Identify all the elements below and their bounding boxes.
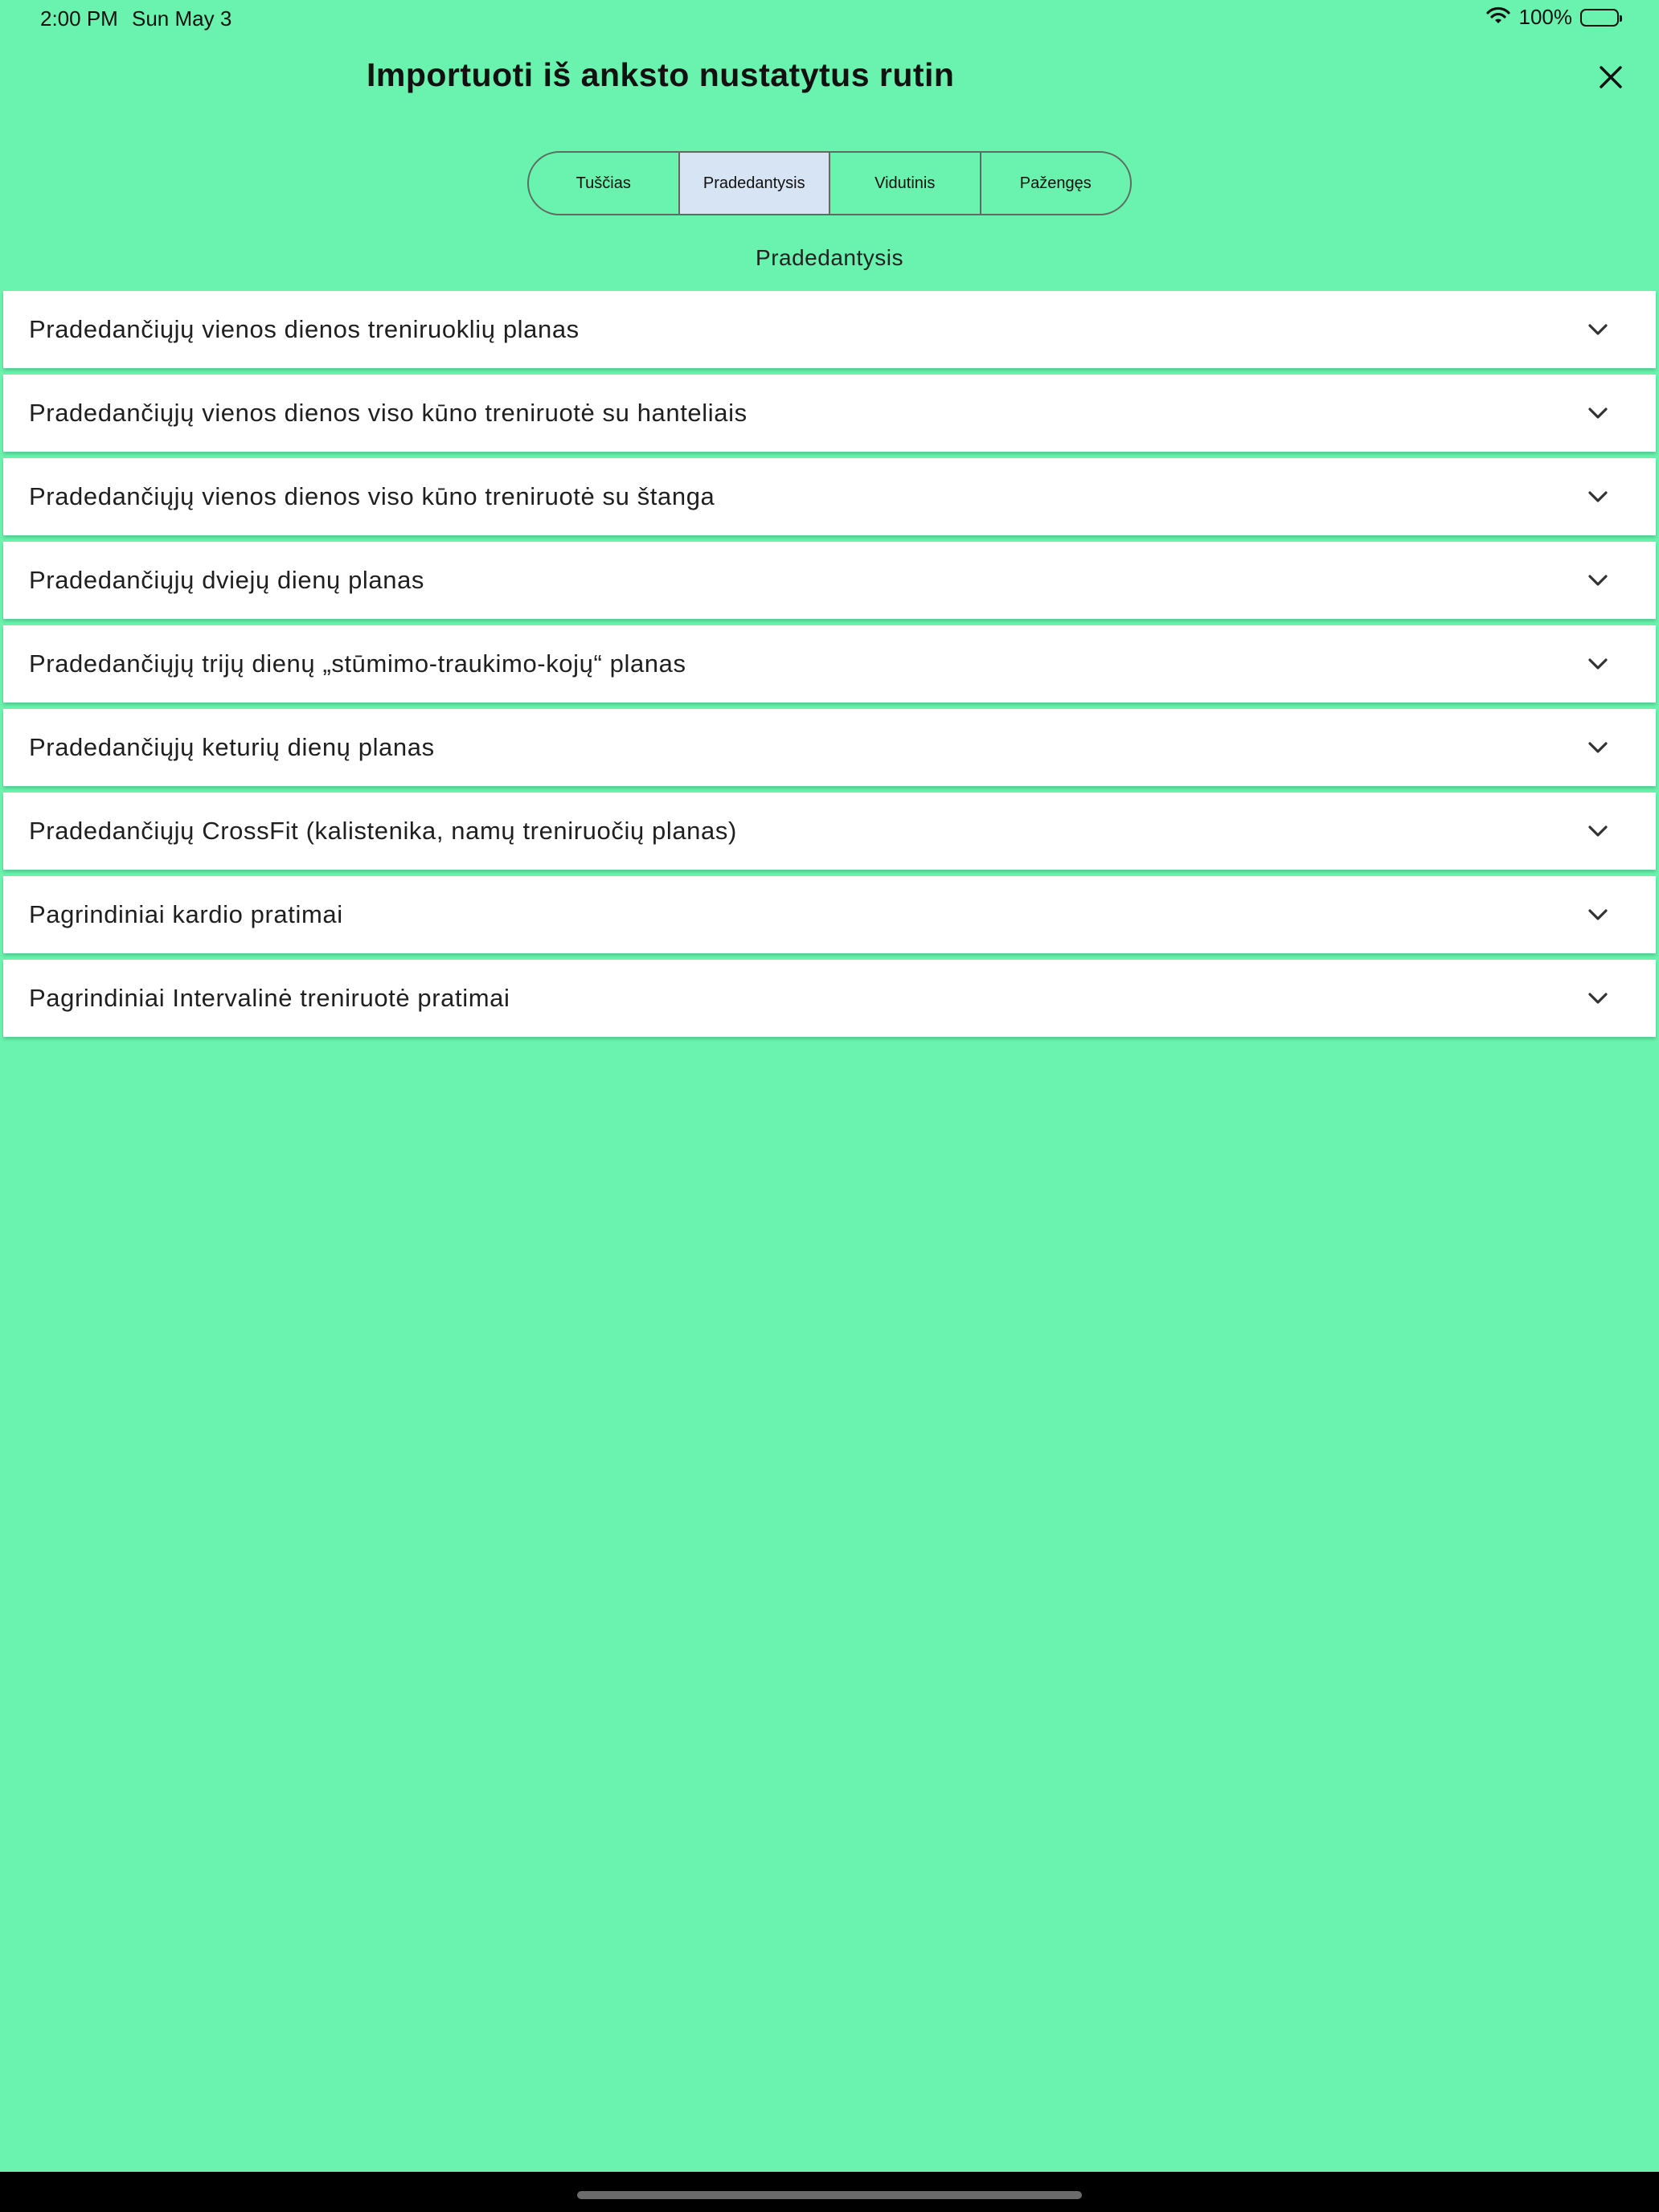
- chevron-down-icon[interactable]: [1582, 731, 1614, 764]
- list-item[interactable]: [3, 375, 1656, 452]
- routine-label: Pradedančiųjų vienos dienos treniruoklių planas: [29, 315, 580, 343]
- routine-label: Pradedančiųjų vienos dienos viso kūno treniruotė su štanga: [29, 482, 715, 510]
- status-date: Sun May 3: [132, 6, 232, 31]
- list-item[interactable]: [3, 625, 1656, 703]
- segment-tuscias[interactable]: Tuščias: [529, 153, 680, 214]
- list-item[interactable]: [3, 709, 1656, 786]
- battery-icon: [1580, 9, 1619, 27]
- chevron-down-icon[interactable]: [1582, 648, 1614, 680]
- section-label: Pradedantysis: [756, 245, 903, 270]
- chevron-down-icon[interactable]: [1582, 397, 1614, 429]
- list-item[interactable]: [3, 876, 1656, 953]
- bottom-bar: [0, 2172, 1659, 2212]
- chevron-down-icon[interactable]: [1582, 564, 1614, 596]
- routine-label: Pradedančiųjų CrossFit (kalistenika, namų treniruočių planas): [29, 817, 737, 845]
- routine-label: Pagrindiniai kardio pratimai: [29, 900, 343, 928]
- status-bar: [0, 0, 1659, 39]
- chevron-down-icon[interactable]: [1582, 481, 1614, 513]
- routine-label: Pradedančiųjų dviejų dienų planas: [29, 566, 425, 594]
- routine-list: [3, 291, 1656, 1043]
- difficulty-segmented-control: [527, 151, 1132, 215]
- battery-percentage: 100%: [1518, 5, 1572, 29]
- close-icon: [1598, 64, 1624, 90]
- status-time: 2:00 PM: [40, 6, 118, 31]
- status-right: [1485, 5, 1620, 30]
- chevron-down-icon[interactable]: [1582, 313, 1614, 346]
- list-item[interactable]: [3, 960, 1656, 1037]
- wifi-icon: [1485, 6, 1511, 29]
- list-item[interactable]: [3, 458, 1656, 535]
- segment-vidutinis[interactable]: Vidutinis: [830, 153, 981, 214]
- routine-label: Pagrindiniai Intervalinė treniruotė pratimai: [29, 984, 510, 1012]
- chevron-down-icon[interactable]: [1582, 815, 1614, 847]
- routine-label: Pradedančiųjų trijų dienų „stūmimo-traukimo-kojų“ planas: [29, 649, 686, 678]
- list-item[interactable]: [3, 542, 1656, 619]
- home-indicator[interactable]: [577, 2191, 1082, 2199]
- chevron-down-icon[interactable]: [1582, 899, 1614, 931]
- close-button[interactable]: [1593, 59, 1628, 95]
- chevron-down-icon[interactable]: [1582, 982, 1614, 1014]
- routine-label: Pradedančiųjų keturių dienų planas: [29, 733, 435, 761]
- list-item[interactable]: [3, 291, 1656, 368]
- list-item[interactable]: [3, 793, 1656, 870]
- routine-label: Pradedančiųjų vienos dienos viso kūno treniruotė su hanteliais: [29, 399, 748, 427]
- segment-pradedantysis[interactable]: Pradedantysis: [680, 153, 831, 214]
- segment-pazenges[interactable]: Pažengęs: [1019, 174, 1092, 192]
- page-title: Importuoti iš anksto nustatytus rutin: [367, 56, 955, 93]
